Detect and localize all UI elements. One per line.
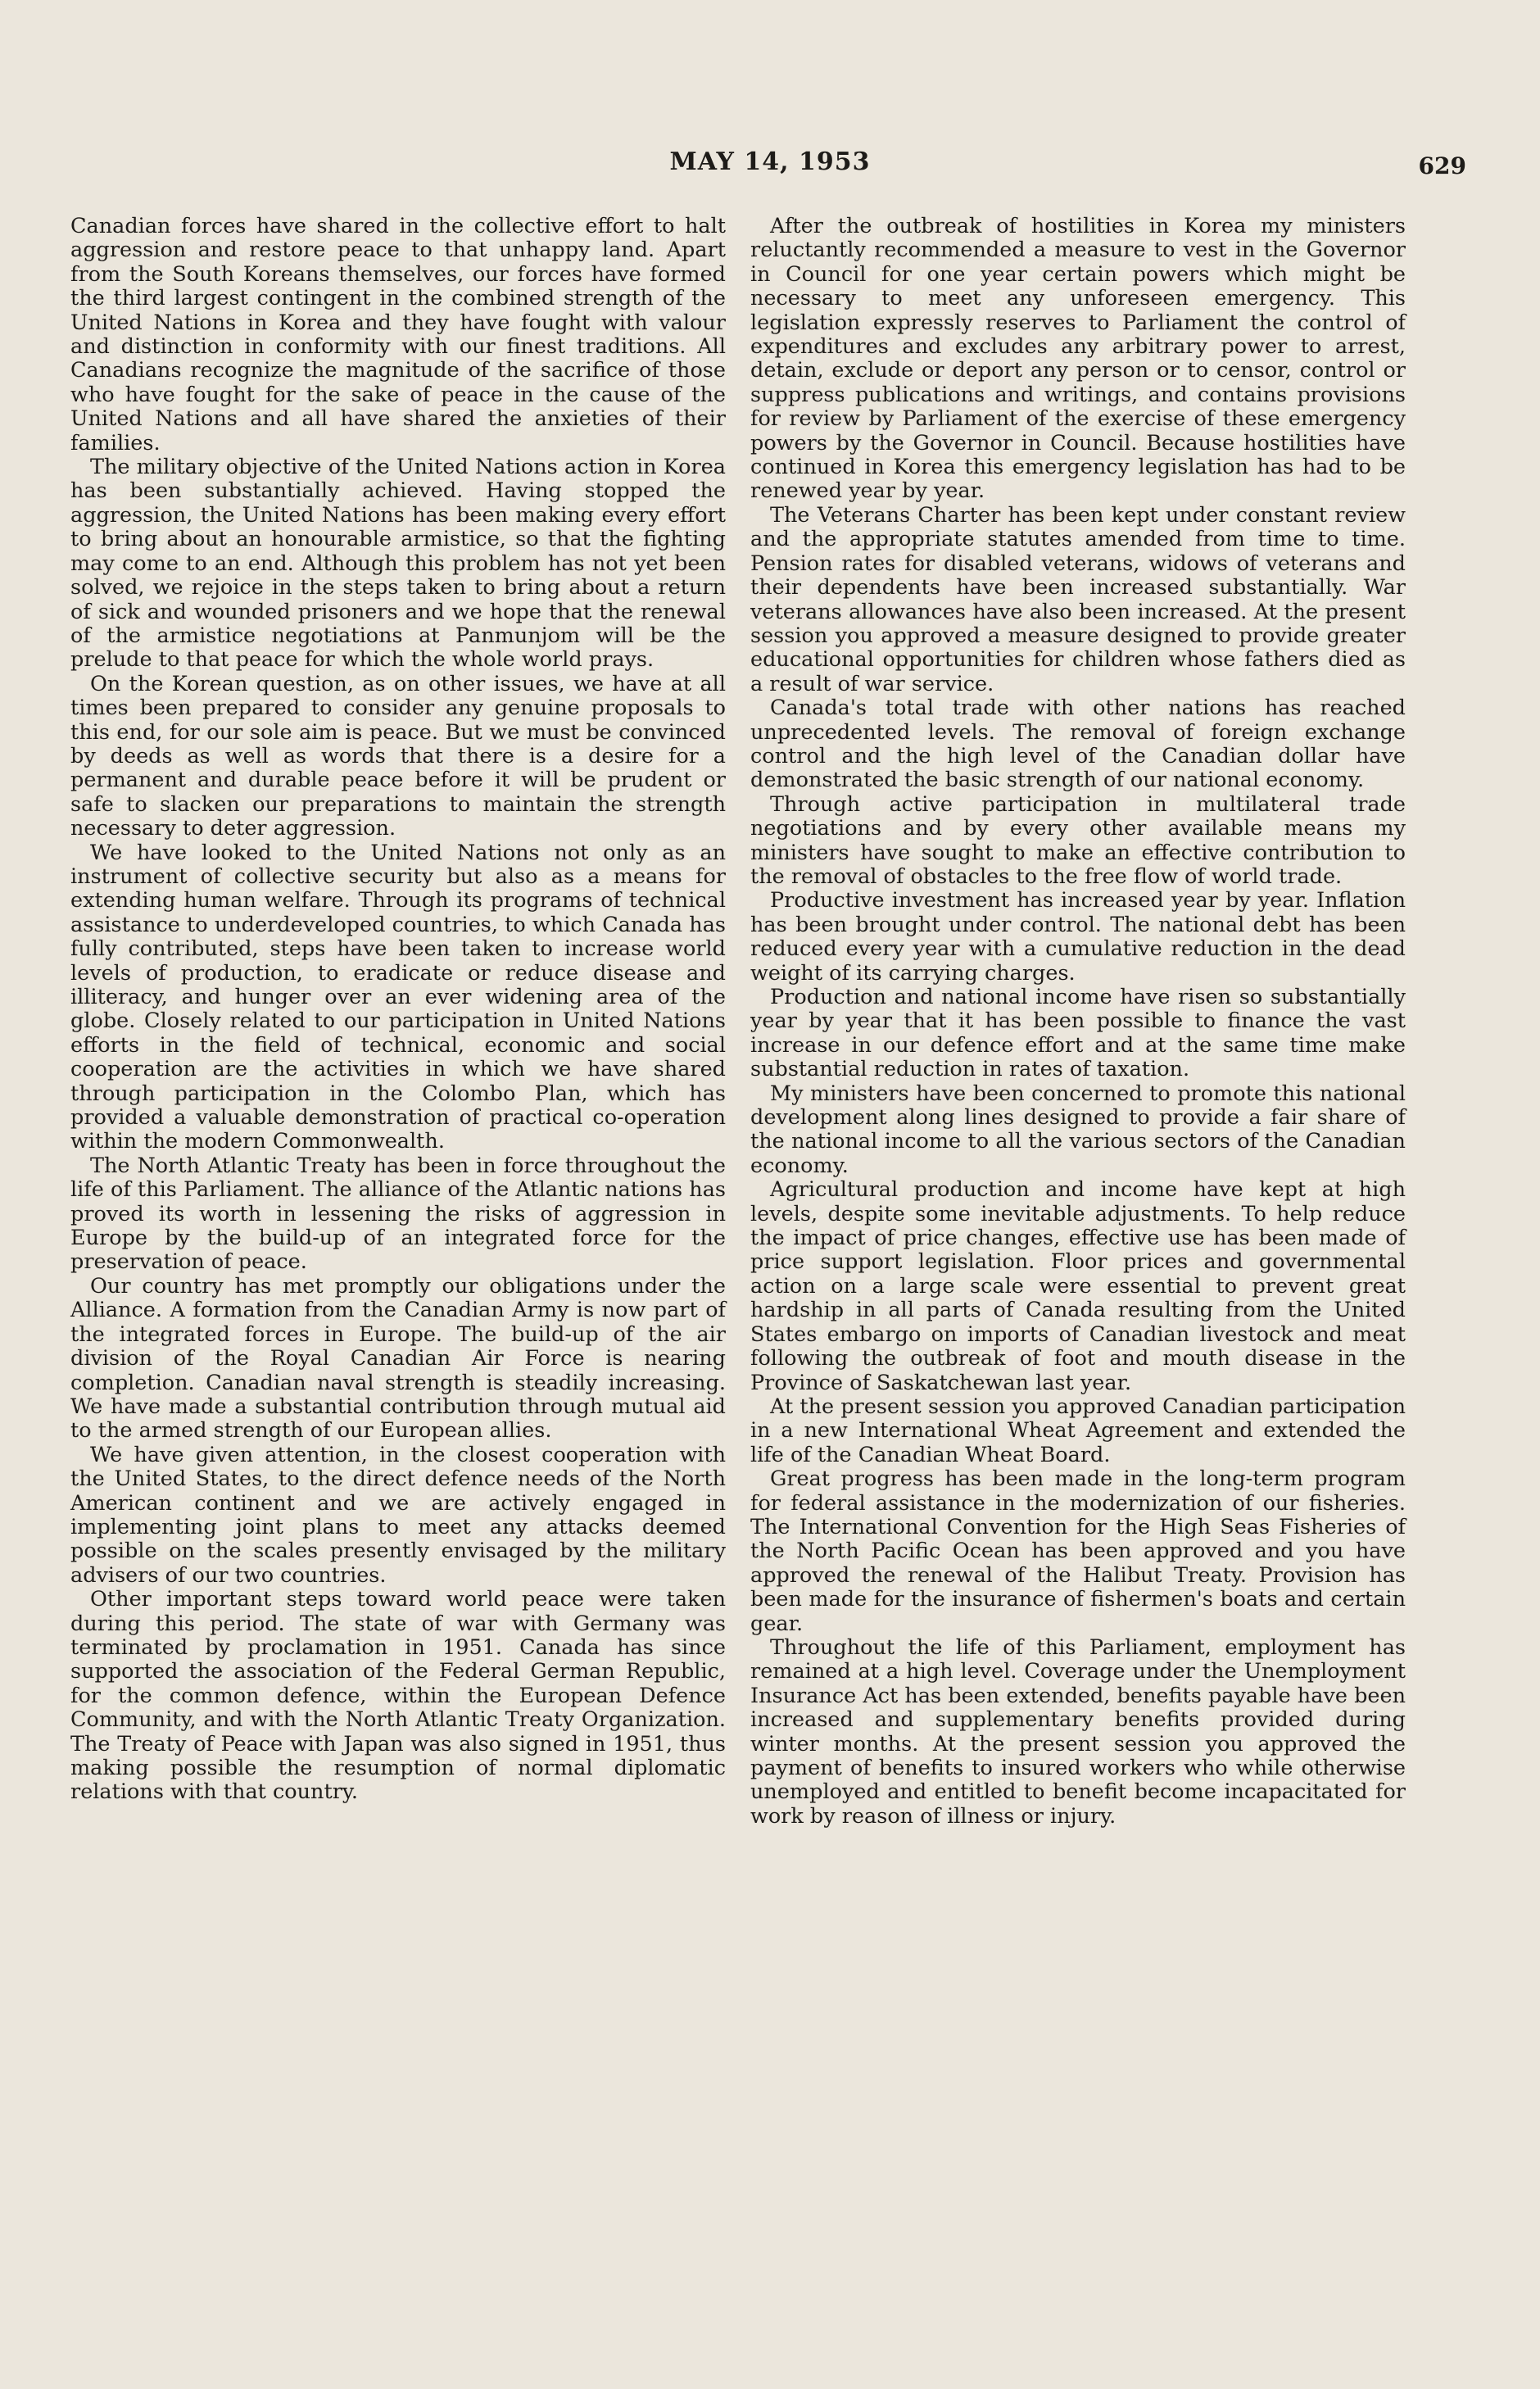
paragraph: We have looked to the United Nations not only as an instrument of collective security but also as a means for extending human welfare. Through its programs of technical assistance to underdeveloped countries, to which Canada has fully contributed, steps have been taken to increase world levels of production, to eradicate or reduce disease and illiteracy, and hunger over an ever widening area of the globe. Closely related to our participation in United Nations efforts in the field of technical, economic and social cooperation are the activities in which we have shared through participation in the Colombo Plan, which has provided a valuable demonstration of practical co-operation within the modern Commonwealth. (70, 840, 726, 1154)
paragraph: Agricultural production and income have kept at high levels, despite some inevitable adjustments. To help reduce the impact of price changes, effective use has been made of price support legislation. Floor prices and governmental action on a large scale were essential to prevent great hardship in all parts of Canada resulting from the United States embargo on imports of Canadian livestock and meat following the outbreak of foot and mouth disease in the Province of Saskatchewan last year. (750, 1177, 1406, 1395)
paragraph: Production and national income have risen so substantially year by year that it has been possible to finance the vast increase in our defence effort and at the same time make substantial reduction in rates of taxation. (750, 985, 1406, 1082)
paragraph: On the Korean question, as on other issues, we have at all times been prepared to consider any genuine proposals to this end, for our sole aim is peace. But we must be convinced by deeds as well as words that there is a desire for a permanent and durable peace before it will be prudent or safe to slacken our preparations to maintain the strength necessary to deter aggression. (70, 671, 726, 841)
paragraph: Other important steps toward world peace were taken during this period. The state of war with Germany was terminated by proclamation in 1951. Canada has since supported the association of the Federal German Republic, for the common defence, within the European Defence Community, and with the North Atlantic Treaty Organization. The Treaty of Peace with Japan was also signed in 1951, thus making possible the resumption of normal diplomatic relations with that country. (70, 1587, 726, 1805)
page-header (66, 147, 1474, 188)
left-column (70, 215, 726, 1805)
paragraph: Productive investment has increased year by year. Inflation has been brought under control. The national debt has been reduced every year with a cumulative reduction in the dead weight of its carrying charges. (750, 888, 1406, 986)
page-number: 629 (1418, 152, 1466, 179)
paragraph: Canadian forces have shared in the collective effort to halt aggression and restore peace to that unhappy land. Apart from the South Koreans themselves, our forces have formed the third largest contingent in the combined strength of the United Nations in Korea and they have fought with valour and distinction in conformity with our finest traditions. All Canadians recognize the magnitude of the sacrifice of those who have fought for the sake of peace in the cause of the United Nations and all have shared the anxieties of their families. (70, 214, 726, 456)
paragraph: We have given attention, in the closest cooperation with the United States, to the direct defence needs of the North American continent and we are actively engaged in implementing joint plans to meet any attacks deemed possible on the scales presently envisaged by the military advisers of our two countries. (70, 1442, 726, 1588)
paragraph: Canada's total trade with other nations has reached unprecedented levels. The removal of foreign exchange control and the high level of the Canadian dollar have demonstrated the basic strength of our national economy. (750, 696, 1406, 793)
paragraph: Throughout the life of this Parliament, employment has remained at a high level. Coverage under the Unemployment Insurance Act has been extended, benefits payable have been increased and supplementary benefits provided during winter months. At the present session you approved the payment of benefits to insured workers who while otherwise unemployed and entitled to benefit become incapacitated for work by reason of illness or injury. (750, 1634, 1406, 1829)
paragraph: Our country has met promptly our obligations under the Alliance. A formation from the Canadian Army is now part of the integrated forces in Europe. The build-up of the air division of the Royal Canadian Air Force is nearing completion. Canadian naval strength is steadily increasing. We have made a substantial contribution through mutual aid to the armed strength of our European allies. (70, 1273, 726, 1444)
paragraph: My ministers have been concerned to promote this national development along lines designed to provide a fair share of the national income to all the various sectors of the Canadian economy. (750, 1081, 1406, 1178)
paragraph: The North Atlantic Treaty has been in force throughout the life of this Parliament. The alliance of the Atlantic nations has proved its worth in lessening the risks of aggression in Europe by the build-up of an integrated force for the preservation of peace. (70, 1153, 726, 1275)
paragraph: At the present session you approved Canadian participation in a new International Wheat Agreement and extended the life of the Canadian Wheat Board. (750, 1394, 1406, 1467)
page-date: MAY 14, 1953 (669, 147, 871, 176)
right-column (750, 215, 1406, 1829)
paragraph: Through active participation in multilateral trade negotiations and by every other available means my ministers have sought to make an effective contribution to the removal of obstacles to the free flow of world trade. (750, 791, 1406, 889)
paragraph: The Veterans Charter has been kept under constant review and the appropriate statutes amended from time to time. Pension rates for disabled veterans, widows of veterans and their dependents have been increased substantially. War veterans allowances have also been increased. At the present session you approved a measure designed to provide greater educational opportunities for children whose fathers died as a result of war service. (750, 502, 1406, 696)
paragraph: After the outbreak of hostilities in Korea my ministers reluctantly recommended a measure to vest in the Governor in Council for one year certain powers which might be necessary to meet any unforeseen emergency. This legislation expressly reserves to Parliament the control of expenditures and excludes any arbitrary power to arrest, detain, exclude or deport any person or to censor, control or suppress publications and writings, and contains provisions for review by Parliament of the exercise of these emergency powers by the Governor in Council. Because hostilities have continued in Korea this emergency legislation has had to be renewed year by year. (750, 214, 1406, 504)
paragraph: The military objective of the United Nations action in Korea has been substantially achieved. Having stopped the aggression, the United Nations has been making every effort to bring about an honourable armistice, so that the fighting may come to an end. Although this problem has not yet been solved, we rejoice in the steps taken to bring about a return of sick and wounded prisoners and we hope that the renewal of the armistice negotiations at Panmunjom will be the prelude to that peace for which the whole world prays. (70, 455, 726, 673)
paragraph: Great progress has been made in the long-term program for federal assistance in the modernization of our fisheries. The International Convention for the High Seas Fisheries of the North Pacific Ocean has been approved and you have approved the renewal of the Halibut Treaty. Provision has been made for the insurance of fishermen's boats and certain gear. (750, 1466, 1406, 1636)
